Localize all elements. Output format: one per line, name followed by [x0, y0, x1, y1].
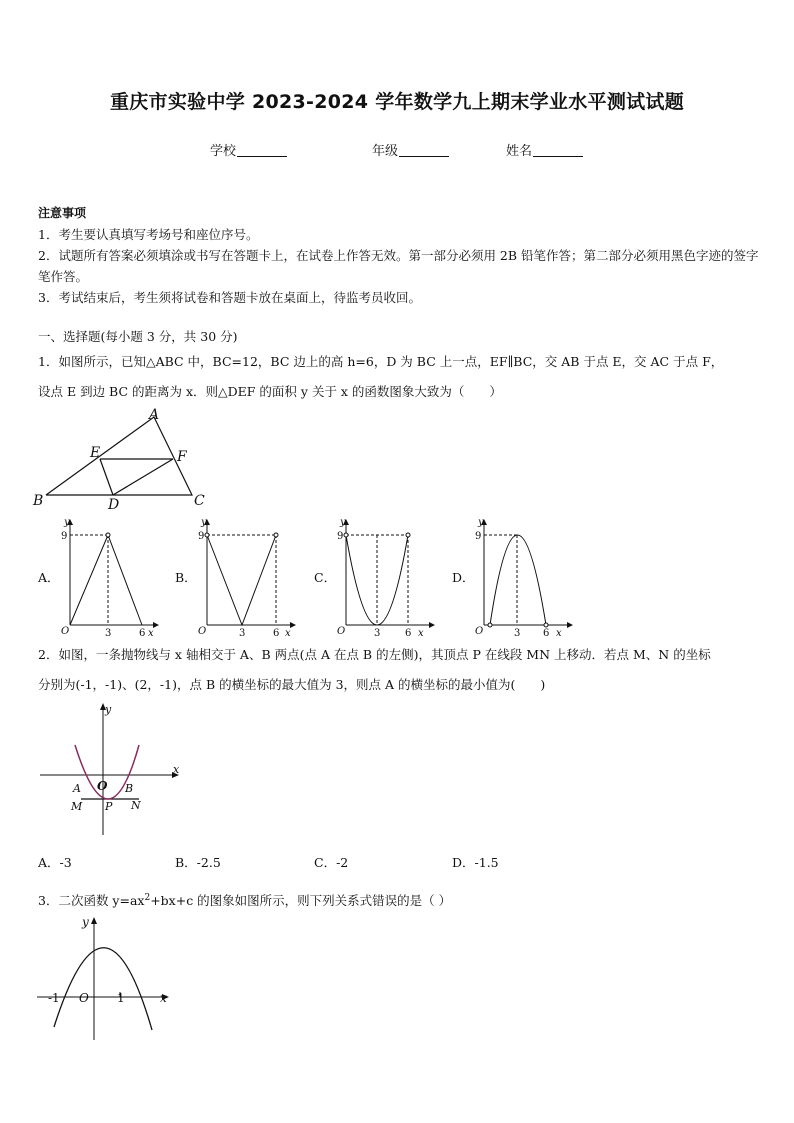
note-item-2: 2．试题所有答案必须填涂或书写在答题卡上，在试卷上作答无效。第一部分必须用 2B 铅笔作答；第二部分必须用黑色字迹的签字笔作答。 [38, 248, 759, 284]
graph-line [70, 535, 142, 625]
origin-label: O [475, 626, 484, 637]
open-point-left [205, 533, 209, 537]
q1-graph-c [336, 515, 441, 637]
q1-line-1: 1．如图所示，已知△ABC 中，BC=12，BC 边上的高 h=6，D 为 BC 上一点，EF∥BC，交 AB 于点 E，交 AC 于点 F， [38, 354, 724, 369]
section-heading: 一、选择题(每小题 3 分，共 30 分) [38, 329, 238, 344]
label-neg1: -1 [48, 991, 60, 1005]
tick-3: 3 [105, 628, 112, 637]
name-label: 姓名 [506, 144, 533, 159]
name-field[interactable] [506, 140, 583, 159]
q2-line-1: 2．如图，一条抛物线与 x 轴相交于 A、B 两点(点 A 在点 B 的左侧)，其顶点 P 在线段 MN 上移动．若点 M、N 的坐标 [38, 647, 711, 662]
tick-9: 9 [198, 531, 205, 542]
q3-text-after: +bx+c 的图象如图所示，则下列关系式错误的是（ ） [150, 893, 452, 909]
graph-line [207, 535, 276, 625]
parabola-curve [54, 948, 152, 1030]
triangle-abc [46, 417, 192, 495]
label-b: B [125, 782, 134, 795]
label-p: P [105, 800, 113, 813]
q1-option-a[interactable]: A． [38, 570, 60, 585]
q2-option-a[interactable]: A．-3 [38, 855, 72, 870]
y-label: y [64, 517, 70, 528]
segment-df [113, 459, 173, 495]
y-label: y [478, 517, 484, 528]
graph-curve [490, 535, 546, 625]
page-title: 重庆市实验中学 2023-2024 学年数学九上期末学业水平测试试题 [109, 91, 685, 113]
tick-6: 6 [139, 628, 146, 637]
q2-parabola-figure [35, 703, 185, 838]
label-a: A [149, 407, 160, 423]
q1-graph-a [60, 515, 165, 637]
grade-blank[interactable] [399, 144, 449, 157]
label-b: B [33, 493, 44, 509]
label-d: D [108, 497, 120, 513]
tick-9: 9 [475, 531, 482, 542]
q3-parabola-figure [32, 912, 177, 1047]
tick-9: 9 [337, 531, 344, 542]
q1-option-c[interactable]: C． [314, 570, 337, 585]
origin-label: O [337, 626, 346, 637]
q2-option-b[interactable]: B．-2.5 [175, 855, 221, 870]
label-x: x [173, 763, 180, 776]
origin-label: O [61, 626, 70, 637]
note-item-1: 1．考生要认真填写考场号和座位序号。 [38, 227, 259, 242]
q3-exponent: 2 [144, 893, 151, 903]
x-label: x [418, 628, 424, 637]
q1-line-2: 设点 E 到边 BC 的距离为 x．则△DEF 的面积 y 关于 x 的函数图象大致为（ ） [38, 384, 502, 399]
x-label: x [285, 628, 291, 637]
open-point-right [274, 533, 278, 537]
school-label: 学校 [210, 144, 237, 159]
label-o: O [79, 991, 89, 1005]
q1-option-d[interactable]: D． [452, 570, 475, 585]
open-point-right [544, 623, 548, 627]
q1-option-b[interactable]: B． [175, 570, 197, 585]
label-y: y [105, 703, 112, 716]
tick-6: 6 [405, 628, 412, 637]
q1-graph-b [197, 515, 302, 637]
label-1: 1 [117, 991, 125, 1005]
axis-arrows [91, 917, 169, 1000]
x-label: x [148, 628, 154, 637]
origin-label: O [198, 626, 207, 637]
open-point-left [344, 533, 348, 537]
open-point-left [488, 623, 492, 627]
tick-3: 3 [374, 628, 381, 637]
note-item-3: 3．考试结束后，考生须将试卷和答题卡放在桌面上，待监考员收回。 [38, 290, 421, 305]
q1-triangle-figure [30, 405, 220, 513]
label-a: A [73, 782, 81, 795]
y-label: y [340, 517, 346, 528]
label-y: y [82, 915, 89, 929]
q1-graph-d [474, 515, 579, 637]
tick-6: 6 [273, 628, 280, 637]
open-point-right [406, 533, 410, 537]
tick-6: 6 [543, 628, 550, 637]
label-c: C [194, 493, 205, 509]
x-label: x [556, 628, 562, 637]
label-x: x [160, 991, 167, 1005]
q3-text-before: 3．二次函数 y=ax [38, 893, 145, 909]
q2-option-c[interactable]: C．-2 [314, 855, 349, 870]
label-f: F [177, 449, 187, 465]
q2-option-d[interactable]: D．-1.5 [452, 855, 499, 870]
open-point [106, 533, 110, 537]
school-blank[interactable] [237, 144, 287, 157]
tick-3: 3 [239, 628, 246, 637]
grade-label: 年级 [372, 144, 399, 159]
tick-9: 9 [61, 531, 68, 542]
name-blank[interactable] [533, 144, 583, 157]
label-m: M [71, 800, 83, 813]
tick-3: 3 [514, 628, 521, 637]
y-label: y [201, 517, 207, 528]
notes-heading: 注意事项 [38, 206, 87, 220]
q2-line-2: 分别为(-1，-1)、(2，-1)，点 B 的横坐标的最大值为 3，则点 A 的横坐标的最小值为( ) [38, 677, 546, 692]
school-field[interactable] [210, 140, 287, 159]
label-e: E [90, 445, 101, 461]
axis-arrows [100, 703, 179, 778]
grade-field[interactable] [372, 140, 449, 159]
segment-ed [100, 459, 113, 495]
question-2-text [38, 640, 760, 700]
label-o: O [97, 779, 108, 793]
question-1-text [38, 347, 760, 407]
notes-block [38, 203, 760, 308]
label-n: N [131, 799, 141, 812]
